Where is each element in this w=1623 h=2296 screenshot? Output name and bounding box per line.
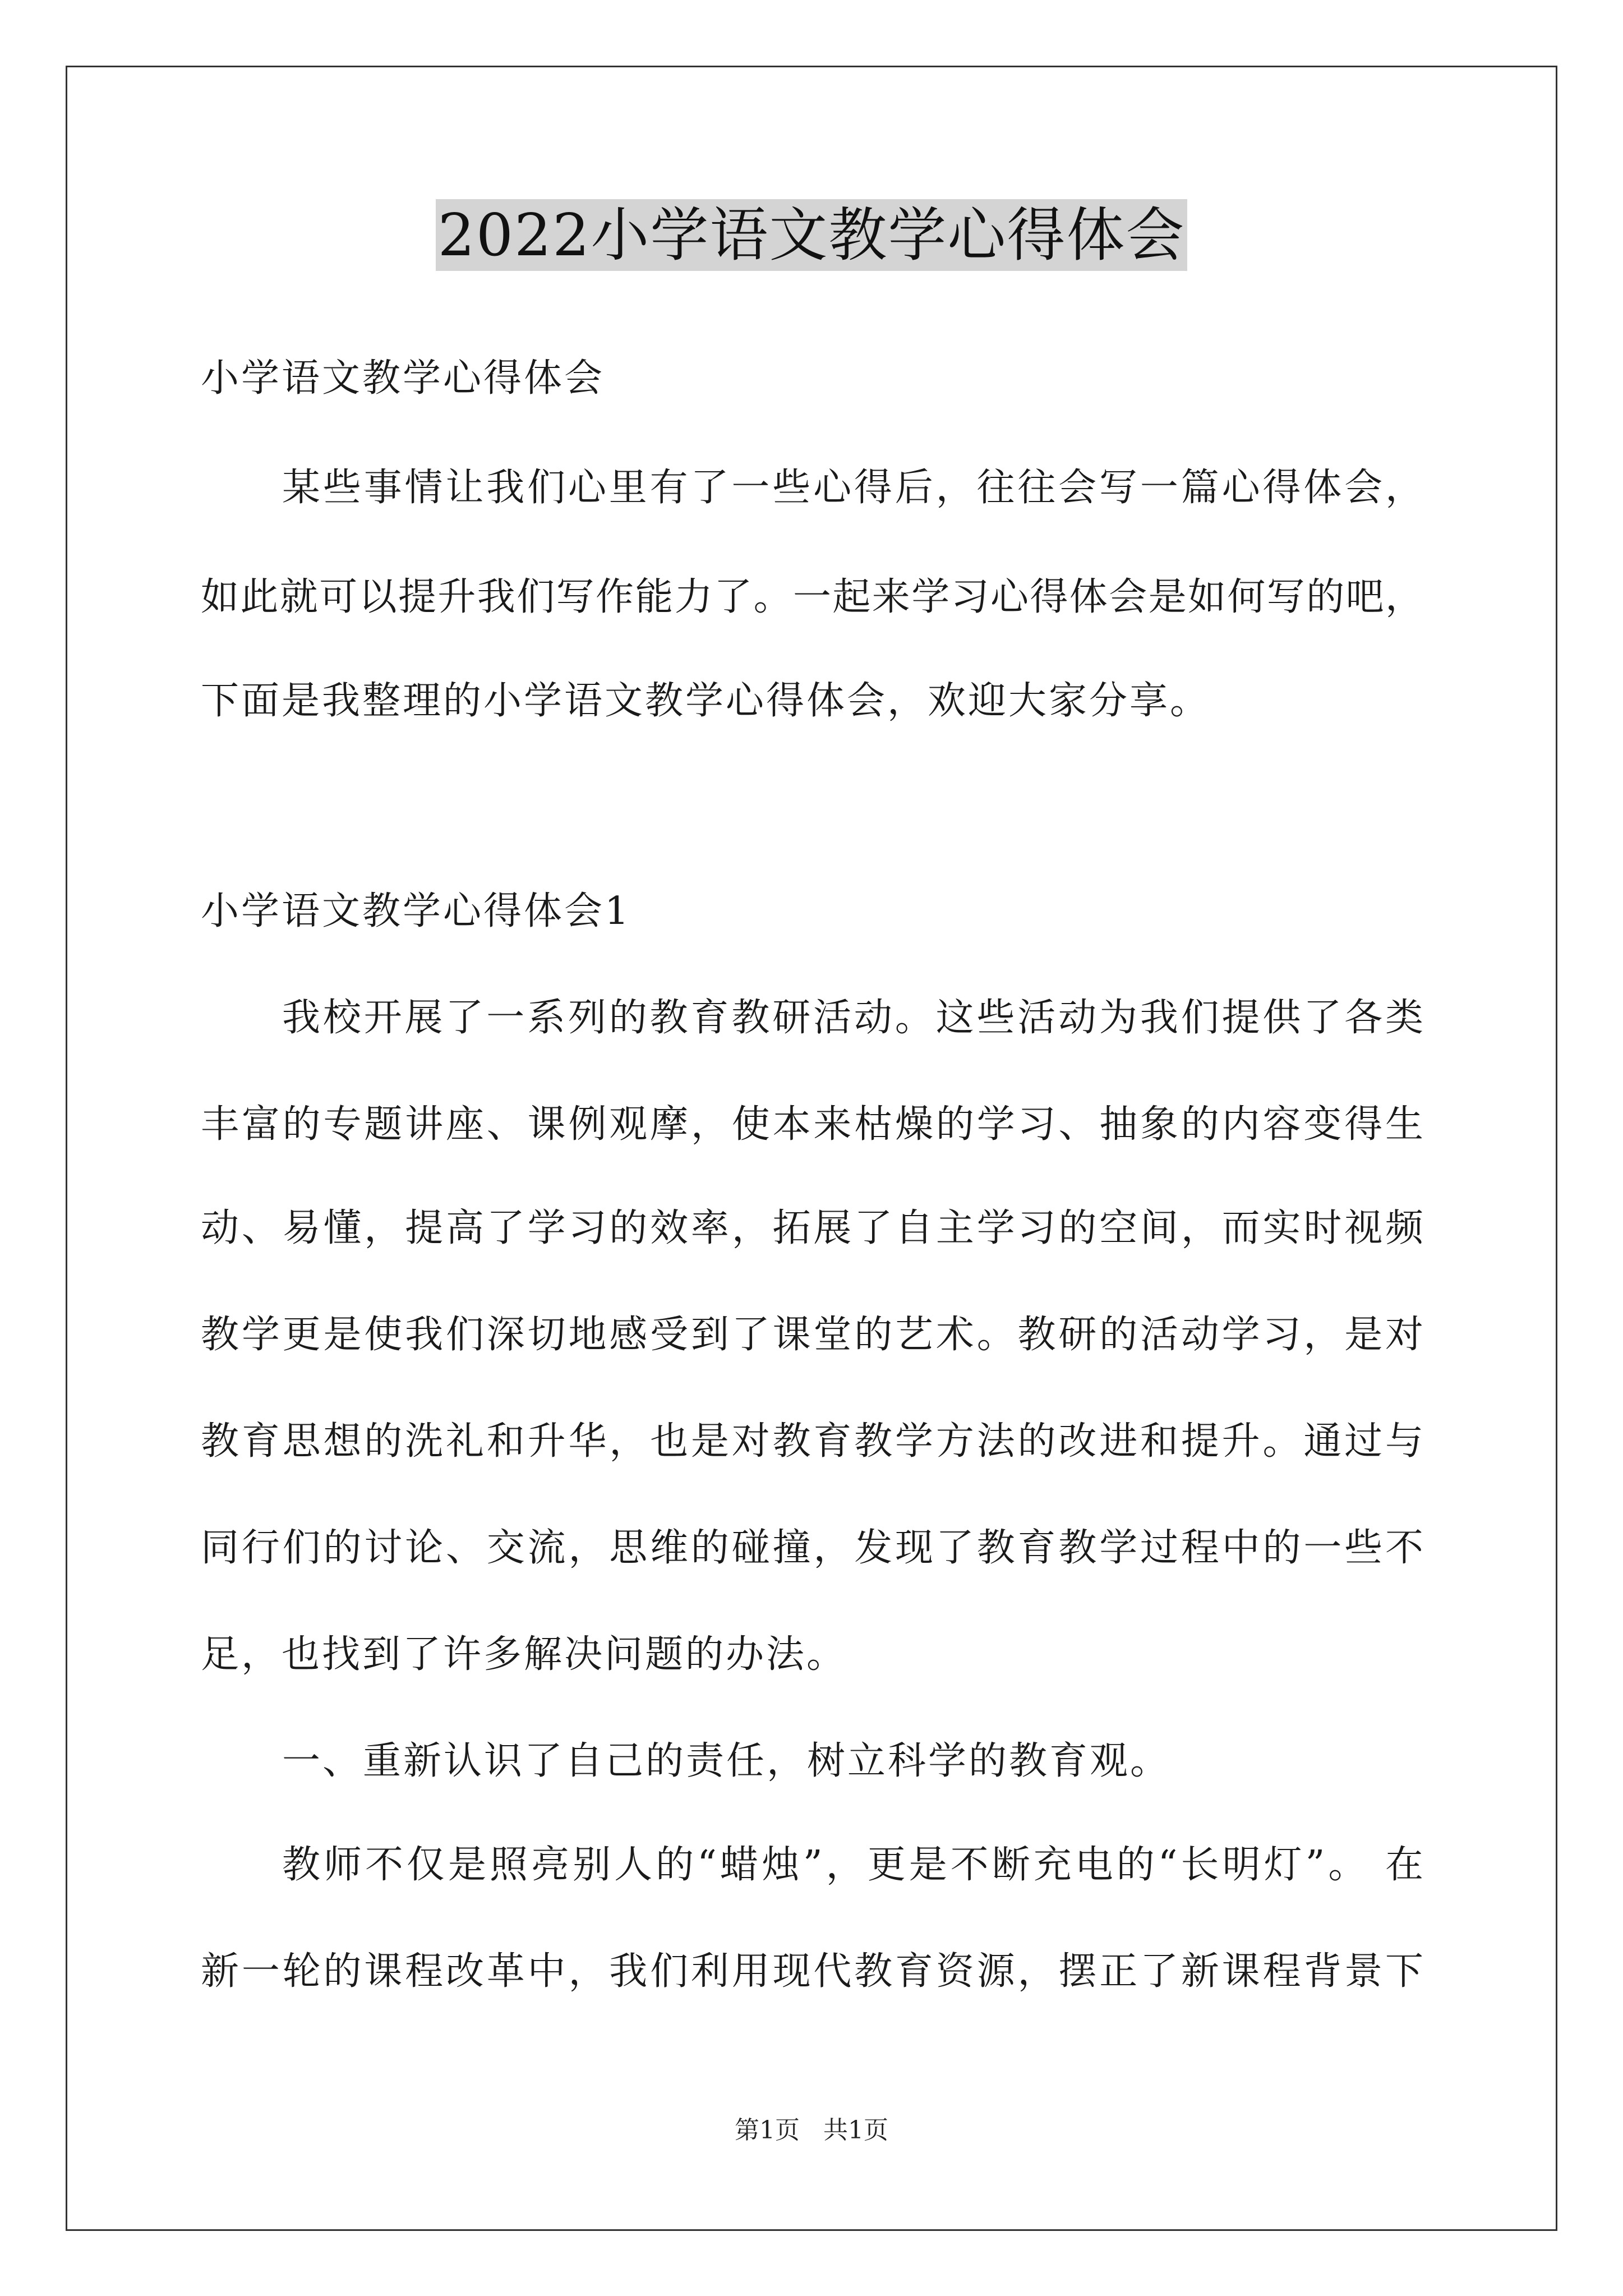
- paragraph-line: 某些事情让我们心里有了一些心得后，往往会写一篇心得体会，: [282, 466, 1423, 510]
- page-number: 第1页: [735, 2116, 800, 2145]
- paragraph-line: 动、易懂，提高了学习的效率，拓展了自主学习的空间，而实时视频: [201, 1206, 1423, 1250]
- page-footer: [0, 2115, 1623, 2146]
- section-heading: 小学语文教学心得体会1: [201, 889, 631, 933]
- page-total: 共1页: [823, 2116, 888, 2145]
- paragraph-line: 我校开展了一系列的教育教研活动。这些活动为我们提供了各类: [282, 996, 1423, 1040]
- paragraph-line: 教学更是使我们深切地感受到了课堂的艺术。教研的活动学习，是对: [201, 1313, 1423, 1357]
- paragraph-line: 教师不仅是照亮别人的“蜡烛”，更是不断充电的“长明灯”。 在: [282, 1843, 1423, 1887]
- paragraph-line: 教育思想的洗礼和升华，也是对教育教学方法的改进和提升。通过与: [201, 1419, 1423, 1464]
- document-title: 2022小学语文教学心得体会: [436, 199, 1188, 271]
- subtitle-line: 小学语文教学心得体会: [201, 356, 605, 401]
- paragraph-line: 一、重新认识了自己的责任，树立科学的教育观。: [282, 1739, 1171, 1783]
- paragraph-line: 新一轮的课程改革中，我们利用现代教育资源，摆正了新课程背景下: [201, 1949, 1423, 1994]
- paragraph-line: 丰富的专题讲座、课例观摩，使本来枯燥的学习、抽象的内容变得生: [201, 1102, 1423, 1147]
- paragraph-line: 下面是我整理的小学语文教学心得体会，欢迎大家分享。: [201, 679, 1211, 723]
- paragraph-line: 同行们的讨论、交流，思维的碰撞，发现了教育教学过程中的一些不: [201, 1526, 1423, 1570]
- title-container: [0, 199, 1623, 271]
- paragraph-line: 足，也找到了许多解决问题的办法。: [201, 1632, 847, 1677]
- paragraph-line: 如此就可以提升我们写作能力了。一起来学习心得体会是如何写的吧，: [201, 575, 1423, 619]
